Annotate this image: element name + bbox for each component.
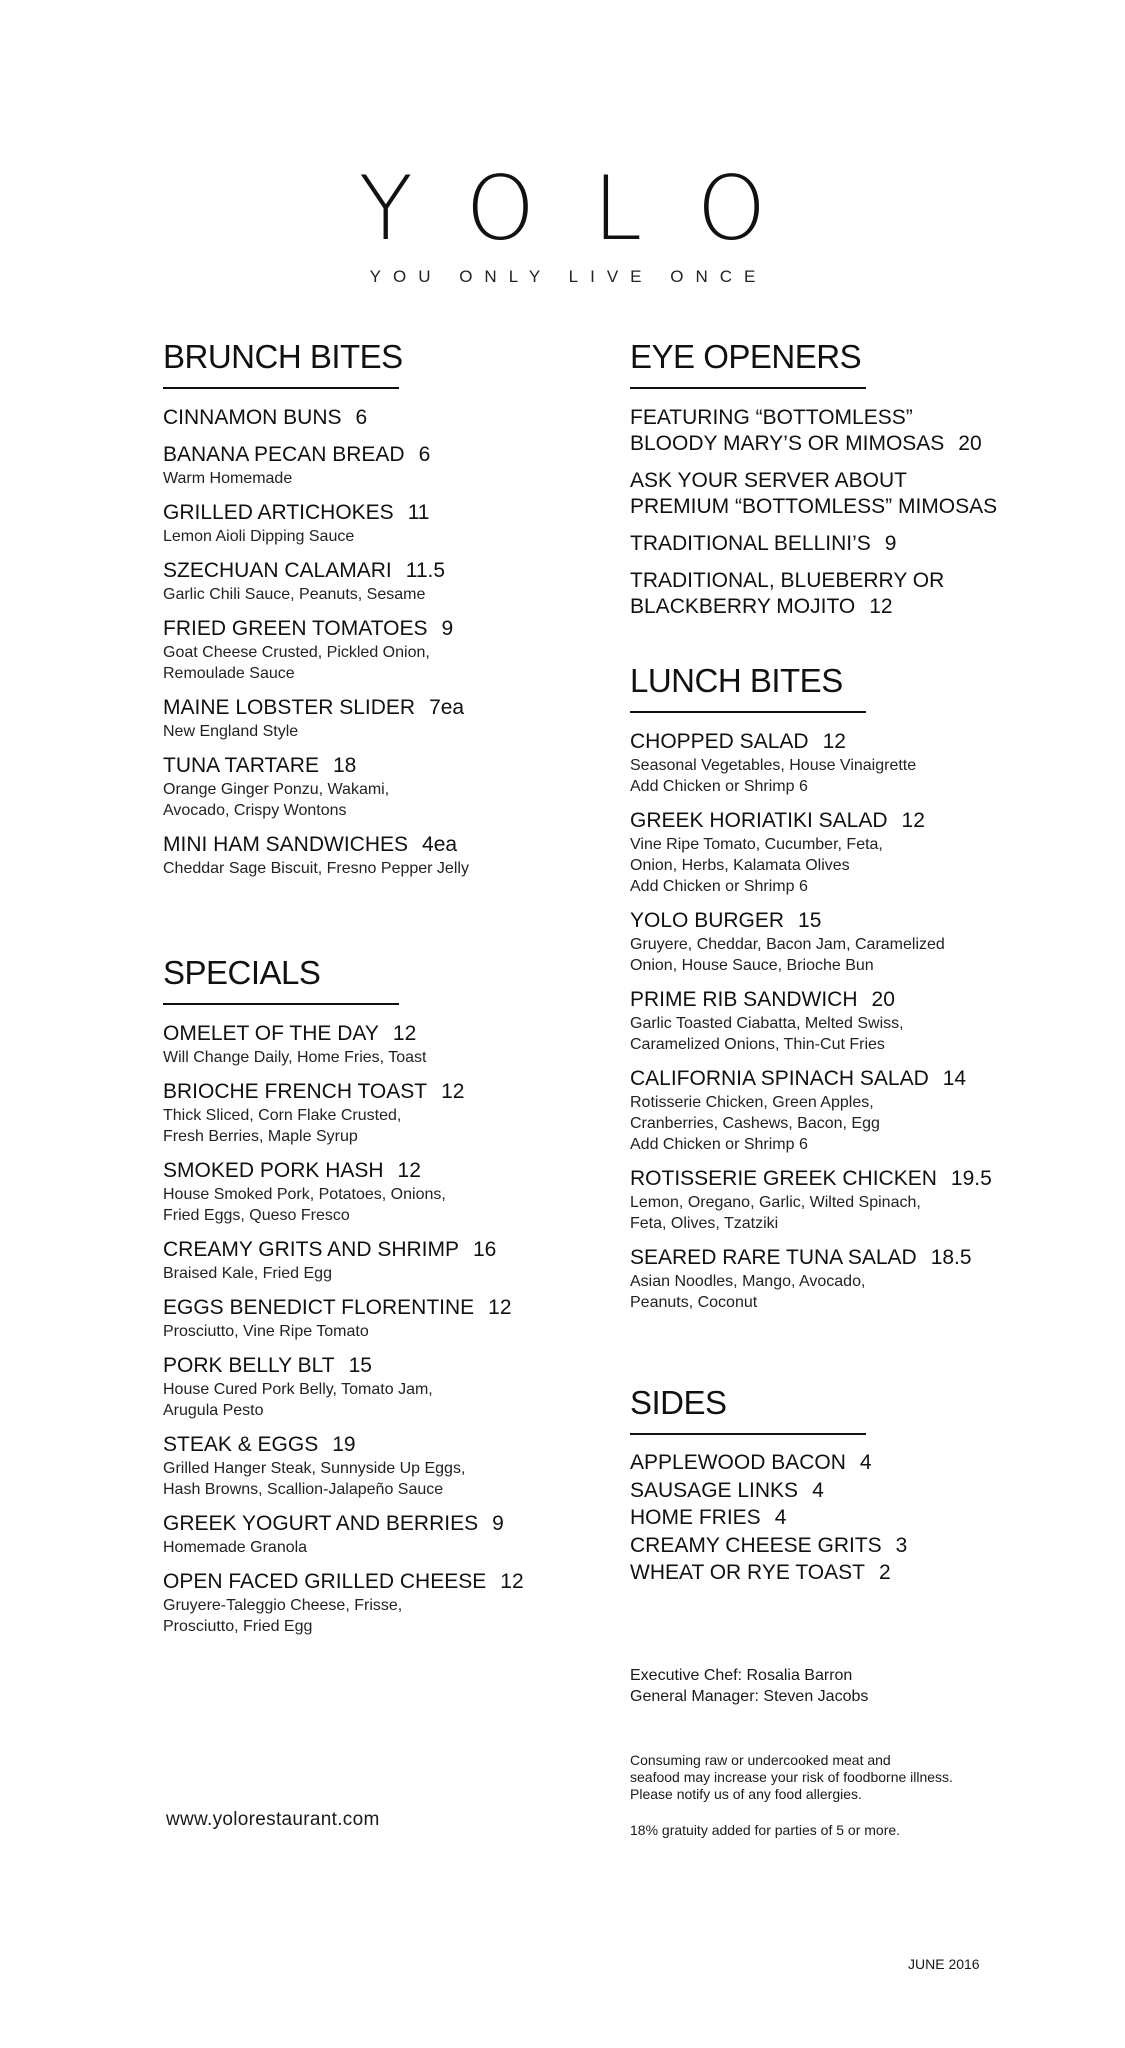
- item-description: Warm Homemade: [163, 470, 293, 487]
- item-name-text: TRADITIONAL, BLUEBERRY OR: [630, 569, 945, 592]
- menu-item: [163, 1295, 583, 1342]
- side-name: CREAMY CHEESE GRITS: [630, 1533, 882, 1557]
- menu-item: [630, 568, 1020, 620]
- item-name-text: CHOPPED SALAD: [630, 730, 809, 753]
- item-name-text: ROTISSERIE GREEK CHICKEN: [630, 1167, 937, 1190]
- menu-item: [163, 1237, 583, 1284]
- sides-list: [630, 1449, 1020, 1587]
- menu-list: [630, 729, 1020, 1313]
- item-name: [163, 695, 583, 721]
- item-description: New England Style: [163, 723, 299, 740]
- menu-list: [163, 1021, 583, 1637]
- item-price: 12: [488, 1296, 512, 1319]
- menu-item: [630, 808, 1020, 897]
- item-description: Homemade Granola: [163, 1539, 308, 1556]
- item-name: [163, 1511, 583, 1537]
- item-name: [630, 987, 1020, 1013]
- section-divider: [630, 387, 866, 389]
- item-name-text: SZECHUAN CALAMARI: [163, 559, 392, 582]
- section-title: BRUNCH BITES: [163, 338, 403, 375]
- right-column: [630, 0, 1020, 2048]
- item-price: 9: [884, 532, 897, 555]
- item-price: 16: [473, 1238, 497, 1261]
- item-price: 11: [407, 501, 430, 524]
- item-name: [163, 1237, 583, 1263]
- website-link[interactable]: www.yolorestaurant.com: [166, 1809, 380, 1830]
- menu-item: [630, 405, 1020, 457]
- menu-item: [630, 468, 1020, 520]
- item-name-text: FRIED GREEN TOMATOES: [163, 617, 428, 640]
- left-column: [163, 0, 583, 2048]
- menu-item: [163, 500, 583, 547]
- menu-item: [163, 1432, 583, 1500]
- item-description: Rotisserie Chicken, Green Apples, Cranberries, Cashews, Bacon, Egg Add Chicken or Shrimp 6: [630, 1094, 880, 1153]
- item-description: Braised Kale, Fried Egg: [163, 1265, 332, 1282]
- section-title: SIDES: [630, 1384, 727, 1421]
- item-name: [163, 442, 583, 468]
- food-safety-notice: Consuming raw or undercooked meat and seafood may increase your risk of foodborne illness. Please notify us of any food allergies.: [630, 1752, 953, 1802]
- item-name-text: STEAK & EGGS: [163, 1433, 319, 1456]
- item-price: 15: [798, 909, 822, 932]
- menu-item: [630, 1166, 1020, 1234]
- item-price: 20: [871, 988, 895, 1011]
- side-price: 4: [812, 1478, 824, 1502]
- side-name: SAUSAGE LINKS: [630, 1478, 799, 1502]
- menu-item: [630, 1066, 1020, 1155]
- side-item: [630, 1449, 1020, 1477]
- item-name-text: ASK YOUR SERVER ABOUT: [630, 469, 907, 492]
- section-divider: [630, 1433, 866, 1435]
- item-price: 18: [332, 754, 357, 777]
- item-price: 9: [492, 1512, 504, 1535]
- item-name-text: BLACKBERRY MOJITO: [630, 595, 856, 618]
- item-name-text: SMOKED PORK HASH: [163, 1159, 384, 1182]
- logo-title: YOLO: [358, 157, 825, 260]
- item-name-text: GRILLED ARTICHOKES: [163, 501, 394, 524]
- menu-item: [630, 531, 1020, 557]
- menu-date: JUNE 2016: [908, 1956, 980, 1972]
- menu-item: [163, 832, 583, 879]
- general-manager: General Manager: Steven Jacobs: [630, 1688, 869, 1705]
- executive-chef: Executive Chef: Rosalia Barron: [630, 1667, 853, 1684]
- item-name: [163, 405, 583, 431]
- menu-item: [163, 405, 583, 431]
- item-name-text: CREAMY GRITS AND SHRIMP: [163, 1238, 459, 1261]
- item-description: Goat Cheese Crusted, Pickled Onion, Remoulade Sauce: [163, 644, 430, 682]
- item-name-text: BRIOCHE FRENCH TOAST: [163, 1080, 428, 1103]
- section-specials: [163, 956, 583, 1648]
- item-price: 20: [958, 432, 982, 455]
- side-name: WHEAT OR RYE TOAST: [630, 1561, 865, 1584]
- menu-item: [163, 1158, 583, 1226]
- item-name: [630, 729, 1020, 755]
- section-eye-openers: [630, 340, 1020, 631]
- item-price: 12: [901, 809, 925, 832]
- section-title: SPECIALS: [163, 954, 321, 991]
- item-name-text: TUNA TARTARE: [163, 754, 319, 777]
- item-name-text: FEATURING “BOTTOMLESS”: [630, 406, 913, 429]
- item-price: 14: [942, 1067, 967, 1090]
- item-name: [630, 531, 1020, 557]
- section-divider: [163, 1003, 399, 1005]
- item-price: 12: [441, 1080, 465, 1103]
- menu-list: [630, 405, 1020, 620]
- item-name: [163, 1569, 583, 1595]
- item-name-text: MINI HAM SANDWICHES: [163, 833, 409, 856]
- item-name: [630, 1066, 1020, 1092]
- item-price: 7ea: [429, 696, 465, 719]
- menu-item: [163, 442, 583, 489]
- item-name-text: YOLO BURGER: [630, 909, 785, 932]
- item-name: [163, 500, 583, 526]
- item-description: Garlic Chili Sauce, Peanuts, Sesame: [163, 586, 426, 603]
- item-price: 12: [397, 1159, 421, 1182]
- item-description: Grilled Hanger Steak, Sunnyside Up Eggs, Hash Browns, Scallion-Jalapeño Sauce: [163, 1460, 466, 1498]
- item-description: Orange Ginger Ponzu, Wakami, Avocado, Crispy Wontons: [163, 781, 390, 819]
- item-price: 12: [822, 730, 846, 753]
- item-name-text: MAINE LOBSTER SLIDER: [163, 696, 416, 719]
- item-price: 19.5: [950, 1167, 992, 1190]
- section-divider: [163, 387, 399, 389]
- item-description: Will Change Daily, Home Fries, Toast: [163, 1049, 427, 1066]
- menu-item: [163, 1569, 583, 1637]
- item-name-text: TRADITIONAL BELLINI’S: [630, 532, 871, 555]
- item-name: [630, 1166, 1020, 1192]
- item-name-text: BLOODY MARY’S OR MIMOSAS: [630, 432, 945, 455]
- item-name-text: PRIME RIB SANDWICH: [630, 988, 858, 1011]
- item-description: Prosciutto, Vine Ripe Tomato: [163, 1323, 369, 1340]
- item-price: 12: [500, 1570, 524, 1593]
- section-title: LUNCH BITES: [630, 662, 843, 699]
- item-price: 6: [355, 406, 368, 429]
- item-name-text: EGGS BENEDICT FLORENTINE: [163, 1296, 475, 1319]
- item-name: [163, 1432, 583, 1458]
- menu-list: [163, 405, 583, 879]
- menu-item: [630, 1245, 1020, 1313]
- item-name: [163, 753, 583, 779]
- item-name: [163, 616, 583, 642]
- item-price: 11.5: [405, 559, 446, 582]
- side-price: 2: [878, 1561, 891, 1584]
- item-name: [630, 808, 1020, 834]
- menu-item: [630, 987, 1020, 1055]
- item-description: Thick Sliced, Corn Flake Crusted, Fresh Berries, Maple Syrup: [163, 1107, 402, 1145]
- side-item: [630, 1559, 1020, 1587]
- section-lunch-bites: [630, 664, 1020, 1324]
- staff-credits: [630, 1665, 868, 1707]
- item-name-text: GREEK YOGURT AND BERRIES: [163, 1512, 479, 1535]
- gratuity-note: 18% gratuity added for parties of 5 or more.: [630, 1822, 901, 1838]
- menu-item: [163, 1079, 583, 1147]
- item-name: [163, 558, 583, 584]
- item-description: Seasonal Vegetables, House Vinaigrette Add Chicken or Shrimp 6: [630, 757, 917, 795]
- item-description: Gruyere, Cheddar, Bacon Jam, Caramelized Onion, House Sauce, Brioche Bun: [630, 936, 945, 974]
- item-name: [630, 1245, 1020, 1271]
- section-sides: [630, 1386, 1020, 1587]
- item-name: [630, 568, 1020, 620]
- menu-item: [163, 753, 583, 821]
- menu-item: [163, 616, 583, 684]
- item-name: [163, 832, 583, 858]
- side-item: [630, 1532, 1020, 1560]
- item-name-text: PORK BELLY BLT: [163, 1354, 335, 1377]
- item-description: Gruyere-Taleggio Cheese, Frisse, Prosciutto, Fried Egg: [163, 1597, 403, 1635]
- item-name: [163, 1158, 583, 1184]
- item-description: Garlic Toasted Ciabatta, Melted Swiss, Caramelized Onions, Thin-Cut Fries: [630, 1015, 904, 1053]
- item-name: [630, 908, 1020, 934]
- item-description: Vine Ripe Tomato, Cucumber, Feta, Onion, Herbs, Kalamata Olives Add Chicken or Shrimp 6: [630, 836, 883, 895]
- item-price: 12: [392, 1022, 417, 1045]
- item-description: House Smoked Pork, Potatoes, Onions, Fried Eggs, Queso Fresco: [163, 1186, 446, 1224]
- side-item: [630, 1504, 1020, 1532]
- item-name-text: SEARED RARE TUNA SALAD: [630, 1246, 917, 1269]
- item-price: 4ea: [422, 833, 458, 856]
- menu-item: [163, 1353, 583, 1421]
- item-name-text: CALIFORNIA SPINACH SALAD: [630, 1067, 929, 1090]
- item-price: 15: [348, 1354, 372, 1377]
- item-name: [163, 1021, 583, 1047]
- item-price: 12: [869, 595, 893, 618]
- item-name: [163, 1295, 583, 1321]
- menu-item: [163, 695, 583, 742]
- side-name: APPLEWOOD BACON: [630, 1451, 846, 1474]
- logo-tagline: YOU ONLY LIVE ONCE: [369, 267, 768, 286]
- menu-item: [630, 729, 1020, 797]
- section-title: EYE OPENERS: [630, 338, 862, 375]
- item-name-text: OMELET OF THE DAY: [163, 1022, 379, 1045]
- item-price: 6: [418, 443, 431, 466]
- item-description: Lemon Aioli Dipping Sauce: [163, 528, 355, 545]
- side-name: HOME FRIES: [630, 1506, 761, 1529]
- item-name: [163, 1079, 583, 1105]
- menu-item: [163, 1511, 583, 1558]
- item-description: Cheddar Sage Biscuit, Fresno Pepper Jelly: [163, 860, 469, 877]
- section-divider: [630, 711, 866, 713]
- section-brunch-bites: [163, 340, 583, 890]
- item-name-text: BANANA PECAN BREAD: [163, 443, 405, 466]
- item-name-text: PREMIUM “BOTTOMLESS” MIMOSAS: [630, 495, 998, 518]
- menu-item: [163, 1021, 583, 1068]
- item-price: 9: [441, 617, 454, 640]
- item-name: [630, 468, 1020, 520]
- menu-item: [630, 908, 1020, 976]
- side-item: [630, 1477, 1020, 1505]
- item-description: Asian Noodles, Mango, Avocado, Peanuts, Coconut: [630, 1273, 866, 1311]
- item-description: House Cured Pork Belly, Tomato Jam, Arugula Pesto: [163, 1381, 433, 1419]
- item-name-text: CINNAMON BUNS: [163, 406, 342, 429]
- item-price: 18.5: [930, 1246, 972, 1269]
- item-name-text: OPEN FACED GRILLED CHEESE: [163, 1570, 487, 1593]
- item-description: Lemon, Oregano, Garlic, Wilted Spinach, Feta, Olives, Tzatziki: [630, 1194, 921, 1232]
- item-name: [630, 405, 1020, 457]
- side-price: 3: [895, 1533, 908, 1557]
- item-name: [163, 1353, 583, 1379]
- side-price: 4: [859, 1451, 872, 1474]
- side-price: 4: [774, 1506, 787, 1529]
- item-name-text: GREEK HORIATIKI SALAD: [630, 809, 888, 832]
- item-price: 19: [332, 1433, 356, 1456]
- menu-item: [163, 558, 583, 605]
